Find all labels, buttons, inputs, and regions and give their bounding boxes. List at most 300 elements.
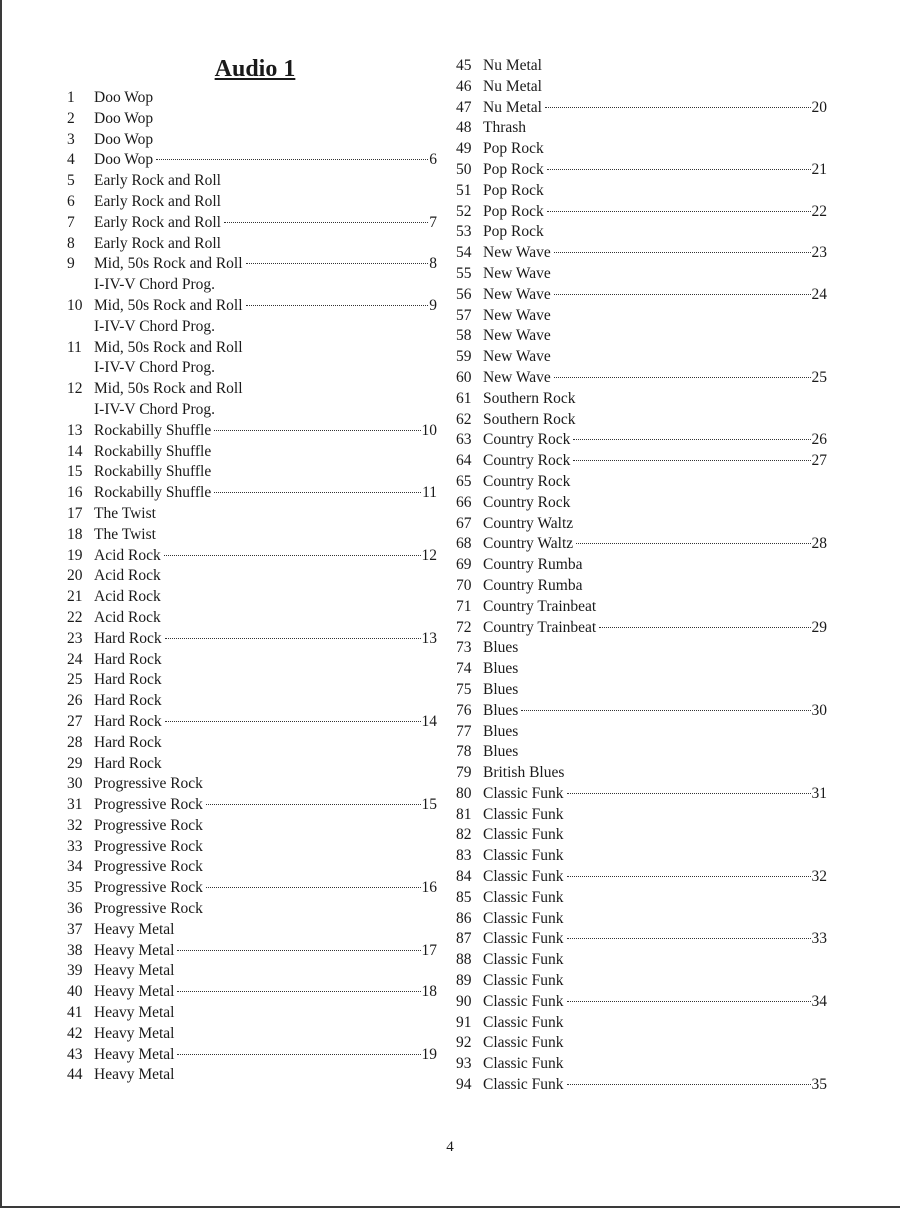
- track-number: 4: [67, 151, 75, 169]
- track-name: Progressive Rock: [94, 796, 203, 814]
- track-entry: [456, 472, 827, 493]
- track-page-number: 8: [429, 255, 437, 273]
- dot-leader: [567, 793, 811, 794]
- dot-leader: [214, 430, 420, 431]
- track-entry: [67, 566, 437, 587]
- track-name: Early Rock and Roll: [94, 172, 221, 190]
- page-left-edge: [0, 0, 2, 1208]
- track-entry: [456, 576, 827, 597]
- track-number: 87: [456, 930, 472, 948]
- track-number: 28: [67, 733, 83, 751]
- track-entry: [67, 1065, 437, 1086]
- track-name: Rockabilly Shuffle: [94, 484, 212, 502]
- track-number: 68: [456, 535, 472, 553]
- track-entry: [456, 659, 827, 680]
- track-entry: [456, 1054, 827, 1075]
- track-name: Classic Funk: [483, 930, 564, 948]
- track-entry: [67, 504, 437, 525]
- track-entry: [456, 992, 827, 1013]
- track-subtitle: I-IV-V Chord Prog.: [94, 276, 215, 294]
- track-page-number: 23: [811, 244, 827, 262]
- track-entry: [67, 961, 437, 982]
- track-entry: [67, 982, 437, 1003]
- track-entry: [67, 254, 437, 275]
- track-entry: [456, 971, 827, 992]
- track-number: 21: [67, 588, 83, 606]
- track-number: 58: [456, 327, 472, 345]
- track-number: 12: [67, 380, 83, 398]
- track-number: 48: [456, 119, 472, 137]
- track-entry: [67, 629, 437, 650]
- track-subtitle-line: [67, 400, 437, 421]
- track-entry: [456, 326, 827, 347]
- track-page-number: 27: [811, 452, 827, 470]
- track-number: 6: [67, 192, 75, 210]
- dot-leader: [545, 107, 811, 108]
- track-entry: [67, 691, 437, 712]
- track-number: 74: [456, 660, 472, 678]
- track-subtitle: I-IV-V Chord Prog.: [94, 400, 215, 418]
- track-name: New Wave: [483, 348, 551, 366]
- track-page-number: 11: [422, 484, 437, 502]
- track-entry: [456, 77, 827, 98]
- track-name: Blues: [483, 701, 519, 719]
- track-name: Heavy Metal: [94, 1004, 175, 1022]
- track-entry: [67, 150, 437, 171]
- track-name: Classic Funk: [483, 909, 564, 927]
- track-entry: [67, 525, 437, 546]
- track-name: Heavy Metal: [94, 1024, 175, 1042]
- track-name: Rockabilly Shuffle: [94, 421, 212, 439]
- track-name: Early Rock and Roll: [94, 234, 221, 252]
- track-number: 43: [67, 1045, 83, 1063]
- track-entry: [67, 171, 437, 192]
- track-name: Hard Rock: [94, 629, 162, 647]
- track-number: 19: [67, 546, 83, 564]
- track-number: 24: [67, 650, 83, 668]
- track-entry: [67, 857, 437, 878]
- track-entry: [456, 243, 827, 264]
- track-entry: [67, 379, 437, 400]
- track-entry: [67, 878, 437, 899]
- track-number: 36: [67, 900, 83, 918]
- track-name: Classic Funk: [483, 868, 564, 886]
- track-number: 26: [67, 692, 83, 710]
- track-entry: [67, 130, 437, 151]
- track-name: Blues: [483, 722, 519, 740]
- track-name: The Twist: [94, 525, 156, 543]
- track-name: Progressive Rock: [94, 816, 203, 834]
- track-name: Classic Funk: [483, 888, 564, 906]
- track-entry: [456, 347, 827, 368]
- track-number: 49: [456, 140, 472, 158]
- track-number: 70: [456, 576, 472, 594]
- track-name: Pop Rock: [483, 223, 544, 241]
- track-name: Southern Rock: [483, 410, 576, 428]
- dot-leader: [206, 887, 421, 888]
- track-name: Mid, 50s Rock and Roll: [94, 338, 243, 356]
- track-page-number: 6: [429, 151, 437, 169]
- track-number: 84: [456, 868, 472, 886]
- track-number: 34: [67, 858, 83, 876]
- track-number: 82: [456, 826, 472, 844]
- track-entry: [456, 742, 827, 763]
- track-name: Classic Funk: [483, 1076, 564, 1094]
- track-name: Blues: [483, 660, 519, 678]
- dot-leader: [599, 627, 810, 628]
- track-entry: [456, 181, 827, 202]
- track-list-right-column: [456, 56, 827, 1096]
- track-subtitle-line: [67, 317, 437, 338]
- track-page-number: 25: [811, 368, 827, 386]
- track-entry: [67, 837, 437, 858]
- track-name: Pop Rock: [483, 181, 544, 199]
- track-number: 57: [456, 306, 472, 324]
- track-name: Mid, 50s Rock and Roll: [94, 255, 243, 273]
- track-page-number: 34: [811, 992, 827, 1010]
- track-number: 67: [456, 514, 472, 532]
- track-name: Rockabilly Shuffle: [94, 442, 212, 460]
- track-entry: [67, 234, 437, 255]
- track-page-number: 9: [429, 296, 437, 314]
- track-entry: [67, 109, 437, 130]
- track-number: 14: [67, 442, 83, 460]
- track-entry: [456, 56, 827, 77]
- track-entry: [456, 1075, 827, 1096]
- track-name: Country Rock: [483, 431, 571, 449]
- track-entry: [456, 1033, 827, 1054]
- track-subtitle-line: [67, 275, 437, 296]
- track-page-number: 14: [421, 712, 437, 730]
- track-number: 91: [456, 1013, 472, 1031]
- dot-leader: [554, 377, 811, 378]
- track-name: Classic Funk: [483, 972, 564, 990]
- track-name: Country Waltz: [483, 514, 574, 532]
- track-name: Classic Funk: [483, 951, 564, 969]
- track-page-number: 15: [421, 796, 437, 814]
- track-name: New Wave: [483, 327, 551, 345]
- track-number: 60: [456, 368, 472, 386]
- track-name: Classic Funk: [483, 847, 564, 865]
- track-page-number: 20: [811, 98, 827, 116]
- track-number: 15: [67, 463, 83, 481]
- track-name: Heavy Metal: [94, 941, 175, 959]
- track-number: 69: [456, 556, 472, 574]
- track-number: 61: [456, 389, 472, 407]
- track-name: Country Trainbeat: [483, 618, 597, 636]
- track-number: 2: [67, 109, 75, 127]
- track-number: 18: [67, 525, 83, 543]
- track-name: Heavy Metal: [94, 962, 175, 980]
- track-number: 53: [456, 223, 472, 241]
- track-number: 20: [67, 567, 83, 585]
- track-name: Heavy Metal: [94, 1045, 175, 1063]
- track-page-number: 32: [811, 868, 827, 886]
- track-name: Hard Rock: [94, 671, 162, 689]
- track-number: 56: [456, 285, 472, 303]
- track-entry: [456, 306, 827, 327]
- track-page-number: 13: [421, 629, 437, 647]
- dot-leader: [165, 721, 421, 722]
- track-number: 78: [456, 743, 472, 761]
- track-page-number: 18: [421, 983, 437, 1001]
- track-name: Early Rock and Roll: [94, 192, 221, 210]
- track-number: 76: [456, 701, 472, 719]
- track-number: 31: [67, 796, 83, 814]
- track-number: 77: [456, 722, 472, 740]
- track-number: 55: [456, 264, 472, 282]
- track-entry: [67, 546, 437, 567]
- track-number: 64: [456, 452, 472, 470]
- track-number: 27: [67, 712, 83, 730]
- track-entry: [456, 597, 827, 618]
- track-entry: [67, 712, 437, 733]
- dot-leader: [214, 492, 421, 493]
- track-number: 35: [67, 879, 83, 897]
- dot-leader: [554, 252, 811, 253]
- track-number: 38: [67, 941, 83, 959]
- track-number: 79: [456, 764, 472, 782]
- track-subtitle-line: [67, 358, 437, 379]
- track-entry: [67, 920, 437, 941]
- track-entry: [67, 1003, 437, 1024]
- dot-leader: [164, 555, 421, 556]
- track-page-number: 7: [429, 213, 437, 231]
- dot-leader: [573, 460, 810, 461]
- track-entry: [67, 88, 437, 109]
- track-number: 22: [67, 608, 83, 626]
- dot-leader: [547, 169, 811, 170]
- track-entry: [67, 338, 437, 359]
- track-entry: [456, 929, 827, 950]
- track-name: Country Waltz: [483, 535, 574, 553]
- track-entry: [456, 160, 827, 181]
- dot-leader: [567, 1001, 811, 1002]
- track-entry: [456, 430, 827, 451]
- track-entry: [67, 192, 437, 213]
- track-number: 51: [456, 181, 472, 199]
- track-entry: [456, 285, 827, 306]
- dot-leader: [156, 159, 428, 160]
- track-name: Classic Funk: [483, 784, 564, 802]
- track-entry: [67, 483, 437, 504]
- dot-leader: [246, 305, 429, 306]
- track-number: 3: [67, 130, 75, 148]
- track-name: Pop Rock: [483, 202, 544, 220]
- track-entry: [67, 1024, 437, 1045]
- track-number: 23: [67, 629, 83, 647]
- track-name: Blues: [483, 680, 519, 698]
- track-entry: [456, 909, 827, 930]
- track-number: 71: [456, 597, 472, 615]
- track-entry: [67, 650, 437, 671]
- track-number: 25: [67, 671, 83, 689]
- track-page-number: 24: [811, 285, 827, 303]
- track-name: Early Rock and Roll: [94, 213, 221, 231]
- track-number: 47: [456, 98, 472, 116]
- track-page-number: 35: [811, 1076, 827, 1094]
- dot-leader: [521, 710, 810, 711]
- track-name: Acid Rock: [94, 546, 161, 564]
- track-number: 73: [456, 639, 472, 657]
- track-number: 11: [67, 338, 82, 356]
- track-entry: [456, 680, 827, 701]
- track-entry: [456, 493, 827, 514]
- track-number: 13: [67, 421, 83, 439]
- track-page-number: 12: [421, 546, 437, 564]
- track-number: 90: [456, 992, 472, 1010]
- track-number: 7: [67, 213, 75, 231]
- track-name: Hard Rock: [94, 733, 162, 751]
- track-page-number: 16: [421, 879, 437, 897]
- track-name: Country Rock: [483, 493, 571, 511]
- track-entry: [456, 202, 827, 223]
- track-number: 81: [456, 805, 472, 823]
- track-name: Classic Funk: [483, 805, 564, 823]
- track-name: Hard Rock: [94, 754, 162, 772]
- track-name: Pop Rock: [483, 160, 544, 178]
- track-entry: [456, 618, 827, 639]
- page-number: 4: [446, 1139, 454, 1155]
- track-page-number: 17: [421, 941, 437, 959]
- track-entry: [456, 784, 827, 805]
- track-name: New Wave: [483, 368, 551, 386]
- track-entry: [456, 451, 827, 472]
- track-number: 44: [67, 1066, 83, 1084]
- dot-leader: [206, 804, 421, 805]
- track-name: Southern Rock: [483, 389, 576, 407]
- track-number: 10: [67, 296, 83, 314]
- track-entry: [456, 514, 827, 535]
- track-page-number: 33: [811, 930, 827, 948]
- track-entry: [456, 1013, 827, 1034]
- track-name: Doo Wop: [94, 89, 154, 106]
- track-name: Doo Wop: [94, 151, 154, 169]
- track-name: New Wave: [483, 285, 551, 303]
- page-title: Audio 1: [214, 56, 296, 82]
- track-name: Country Rock: [483, 472, 571, 490]
- track-list-left-column: [67, 88, 437, 1086]
- dot-leader: [246, 263, 429, 264]
- track-page-number: 21: [811, 160, 827, 178]
- track-number: 52: [456, 202, 472, 220]
- track-entry: [456, 825, 827, 846]
- track-name: Acid Rock: [94, 608, 161, 626]
- track-entry: [67, 1045, 437, 1066]
- track-entry: [456, 264, 827, 285]
- track-number: 72: [456, 618, 472, 636]
- track-name: New Wave: [483, 244, 551, 262]
- track-name: Acid Rock: [94, 588, 161, 606]
- track-page-number: 31: [811, 784, 827, 802]
- track-number: 1: [67, 89, 75, 106]
- track-entry: [456, 888, 827, 909]
- track-number: 63: [456, 431, 472, 449]
- track-entry: [67, 587, 437, 608]
- track-entry: [67, 442, 437, 463]
- track-name: The Twist: [94, 504, 156, 522]
- track-entry: [456, 222, 827, 243]
- track-name: Doo Wop: [94, 130, 154, 148]
- track-entry: [456, 534, 827, 555]
- track-entry: [456, 701, 827, 722]
- track-number: 89: [456, 972, 472, 990]
- track-entry: [456, 139, 827, 160]
- track-name: Hard Rock: [94, 692, 162, 710]
- track-page-number: 26: [811, 431, 827, 449]
- track-name: Progressive Rock: [94, 900, 203, 918]
- track-entry: [456, 638, 827, 659]
- track-name: Heavy Metal: [94, 1066, 175, 1084]
- track-number: 8: [67, 234, 75, 252]
- track-name: Nu Metal: [483, 77, 542, 95]
- track-name: Heavy Metal: [94, 920, 175, 938]
- track-page-number: 29: [811, 618, 827, 636]
- track-entry: [67, 670, 437, 691]
- dot-leader: [554, 294, 811, 295]
- track-entry: [456, 722, 827, 743]
- track-name: Blues: [483, 743, 519, 761]
- track-name: Hard Rock: [94, 712, 162, 730]
- track-entry: [456, 410, 827, 431]
- track-name: Country Rumba: [483, 556, 583, 574]
- dot-leader: [567, 876, 811, 877]
- track-number: 42: [67, 1024, 83, 1042]
- track-page-number: 22: [811, 202, 827, 220]
- track-entry: [456, 763, 827, 784]
- track-number: 88: [456, 951, 472, 969]
- track-name: Doo Wop: [94, 109, 154, 127]
- track-name: New Wave: [483, 264, 551, 282]
- track-name: New Wave: [483, 306, 551, 324]
- track-number: 94: [456, 1076, 472, 1094]
- track-entry: [67, 733, 437, 754]
- track-entry: [456, 389, 827, 410]
- dot-leader: [567, 938, 811, 939]
- track-entry: [456, 368, 827, 389]
- track-entry: [67, 296, 437, 317]
- track-number: 29: [67, 754, 83, 772]
- track-page-number: 28: [811, 535, 827, 553]
- dot-leader: [177, 991, 420, 992]
- track-entry: [67, 754, 437, 775]
- track-name: Country Trainbeat: [483, 597, 597, 615]
- track-number: 62: [456, 410, 472, 428]
- dot-leader: [573, 439, 810, 440]
- track-subtitle: I-IV-V Chord Prog.: [94, 317, 215, 335]
- track-entry: [67, 421, 437, 442]
- track-number: 32: [67, 816, 83, 834]
- track-name: British Blues: [483, 764, 565, 782]
- track-number: 80: [456, 784, 472, 802]
- track-number: 86: [456, 909, 472, 927]
- track-number: 54: [456, 244, 472, 262]
- track-entry: [456, 805, 827, 826]
- track-name: Nu Metal: [483, 98, 542, 116]
- track-entry: [67, 941, 437, 962]
- track-name: Classic Funk: [483, 826, 564, 844]
- track-number: 5: [67, 172, 75, 190]
- track-name: Progressive Rock: [94, 837, 203, 855]
- track-name: Blues: [483, 639, 519, 657]
- track-entry: [67, 462, 437, 483]
- track-name: Rockabilly Shuffle: [94, 463, 212, 481]
- track-number: 39: [67, 962, 83, 980]
- track-name: Progressive Rock: [94, 775, 203, 793]
- track-page-number: 10: [421, 421, 437, 439]
- track-entry: [456, 118, 827, 139]
- track-name: Pop Rock: [483, 140, 544, 158]
